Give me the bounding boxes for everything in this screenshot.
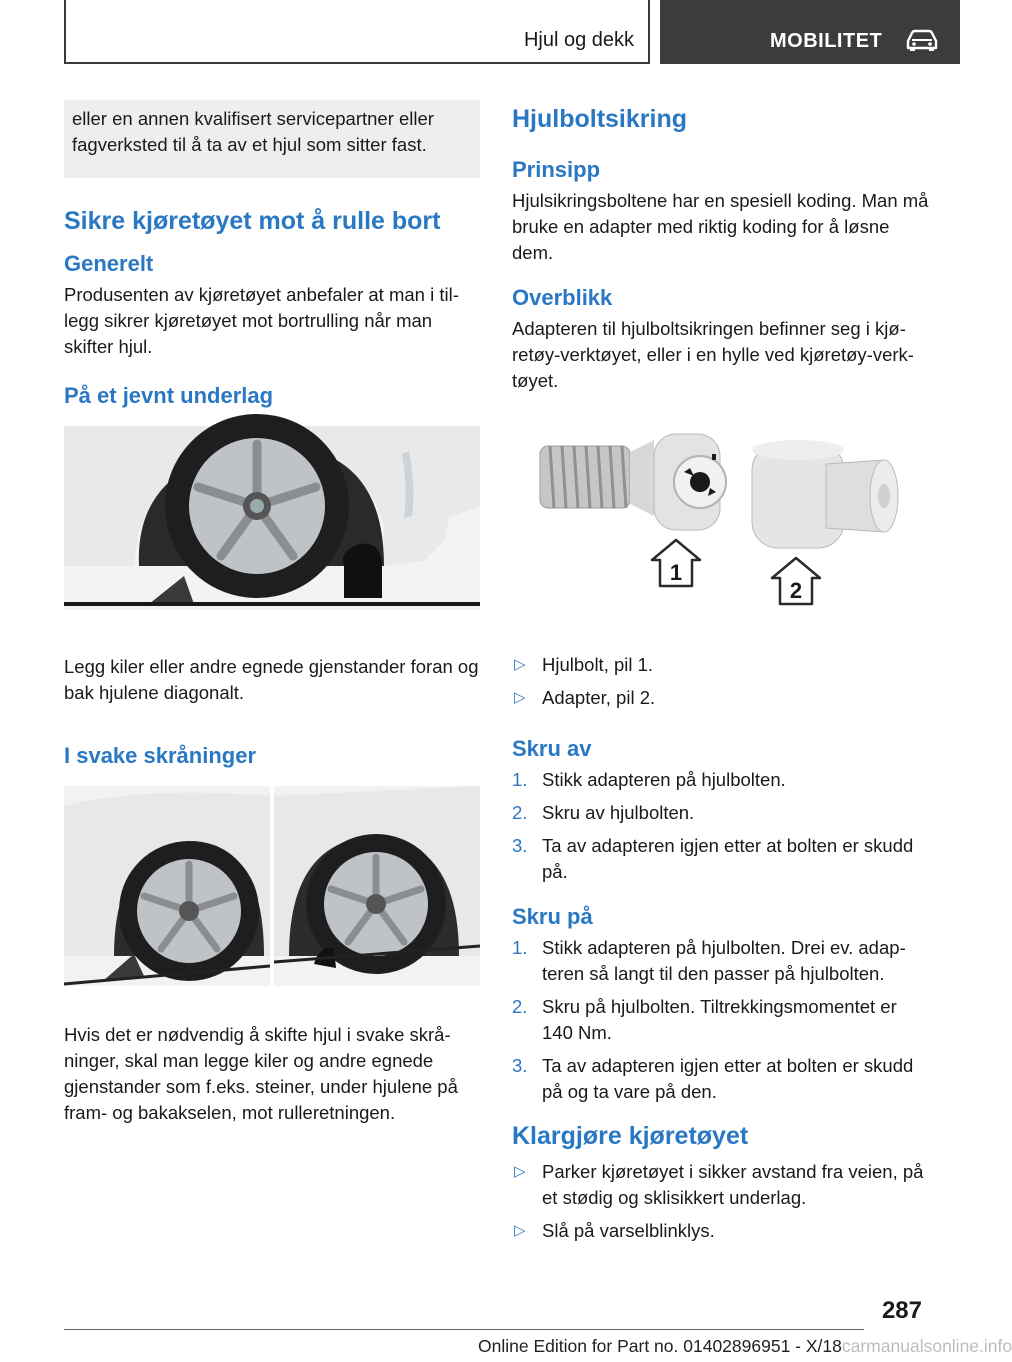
heading-skru-pa: Skru på	[512, 904, 593, 929]
heading-hjulboltsikring: Hjulboltsikring	[512, 105, 687, 133]
chapter-tab-label: MOBILITET	[770, 30, 883, 52]
para-generelt: Produsenten av kjøretøyet anbefaler at man i tillegg sikrer kjøretøyet mot bortrulling når man skifter hjul.	[64, 284, 459, 357]
car-icon	[905, 28, 939, 52]
list-item: 1. Stikk adapteren på hjulbolten. Drei ev. adapteren så langt til den passer på hjulbolten.	[512, 937, 906, 984]
watermark-text: carmanualsonline.info	[841, 1336, 1012, 1356]
figure-flat-ground	[64, 426, 480, 610]
para-overblikk: Adapteren til hjulboltsikringen befinner seg i kjøretøy-verktøyet, eller i en hylle ved kjøretøy-verktøyet.	[512, 318, 914, 391]
footer-divider	[64, 1329, 864, 1330]
para-jevnt: Legg kiler eller andre egnede gjenstander foran og bak hjulene diagonalt.	[64, 656, 479, 703]
para-svake: Hvis det er nødvendig å skifte hjul i svake skråninger, skal man legge kiler og andre egnede gjenstander som f.eks. steiner, under hjulene på fram- og bakakselen, mot rulleretningen.	[64, 1024, 458, 1123]
right-column	[512, 100, 932, 1251]
section-title: Hjul og dekk	[523, 29, 634, 51]
bolt-adapter-illustration	[512, 424, 932, 624]
list-item: 1. Stikk adapteren på hjulbolten.	[512, 769, 786, 790]
skru-av-steps	[512, 767, 932, 885]
wheel-chock-illustration	[64, 426, 480, 610]
triangle-bullet-icon: ▷	[514, 1222, 526, 1239]
list-item: ▷ Hjulbolt, pil 1.	[512, 652, 932, 678]
slope-chock-illustration	[64, 786, 480, 986]
heading-overblikk: Overblikk	[512, 285, 613, 310]
klargjore-list	[512, 1159, 932, 1244]
header-frame	[64, 0, 650, 64]
list-item: 2. Skru på hjulbolten. Tiltrekkingsmomentet er 140 Nm.	[512, 996, 897, 1043]
left-column	[64, 100, 480, 1126]
heading-skru-av: Skru av	[512, 736, 592, 761]
chapter-tab	[660, 0, 960, 64]
triangle-bullet-icon: ▷	[514, 656, 526, 673]
skru-pa-steps	[512, 935, 932, 1105]
overblikk-list	[512, 652, 932, 711]
callout-2: 2	[789, 578, 803, 603]
figure-slope	[64, 786, 480, 986]
triangle-bullet-icon: ▷	[514, 1163, 526, 1180]
footer-text	[478, 1336, 1012, 1357]
triangle-bullet-icon: ▷	[514, 689, 526, 706]
list-item: ▷ Slå på varselblinklys.	[512, 1218, 932, 1244]
heading-jevnt-underlag: På et jevnt underlag	[64, 383, 274, 408]
list-item: 3. Ta av adapteren igjen etter at bolten er skudd på og ta vare på den.	[512, 1055, 914, 1102]
list-item: 3. Ta av adapteren igjen etter at bolten er skudd på.	[512, 835, 914, 882]
heading-svake-skraninger: I svake skråninger	[64, 743, 257, 768]
callout-1: 1	[669, 560, 683, 585]
edition-text: Online Edition for Part no. 01402896951 - X/18	[478, 1336, 842, 1356]
list-item: ▷ Parker kjøretøyet i sikker avstand fra veien, på et stødig og sklisikkert underlag.	[514, 1161, 924, 1208]
heading-prinsipp: Prinsipp	[512, 157, 601, 182]
list-item: ▷ Adapter, pil 2.	[512, 685, 932, 711]
note-box: eller en annen kvalifisert servicepartner eller fagverksted til å ta av et hjul som sitter fast.	[64, 100, 480, 178]
figure-bolt-adapter	[512, 424, 932, 624]
para-prinsipp: Hjulsikringsboltene har en spesiell koding. Man må bruke en adapter med riktig koding for å løsne dem.	[512, 190, 929, 263]
page-number: 287	[881, 1297, 922, 1324]
heading-sikre: Sikre kjøretøyet mot å rulle bort	[64, 207, 441, 235]
heading-generelt: Generelt	[64, 251, 154, 276]
heading-klargjore: Klargjøre kjøretøyet	[512, 1122, 749, 1150]
list-item: 2. Skru av hjulbolten.	[512, 802, 695, 823]
